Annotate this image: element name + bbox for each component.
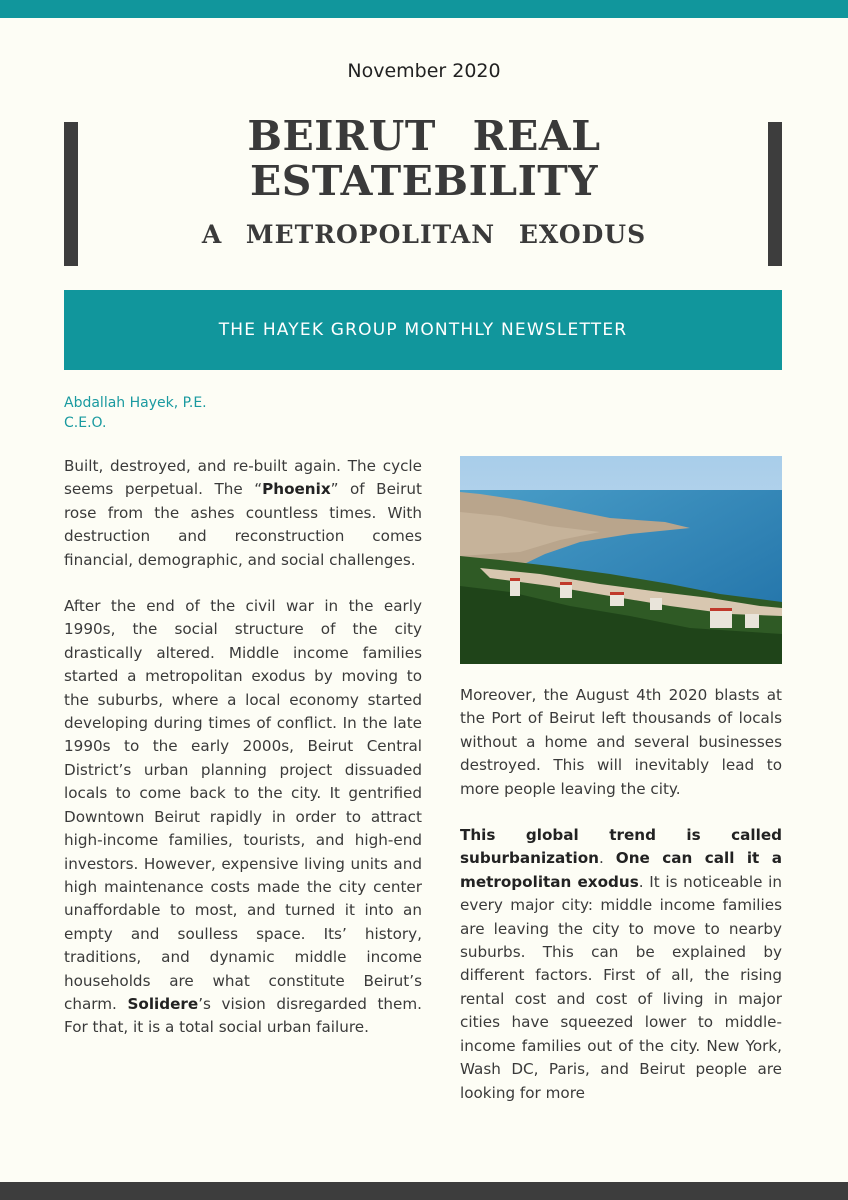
trend-separator: . — [598, 849, 616, 868]
newsletter-title: BEIRUT REAL ESTATEBILITY — [247, 112, 601, 205]
author-name: Abdallah Hayek, P.E. — [64, 395, 207, 411]
title-left-rule — [64, 122, 78, 266]
author-block — [64, 393, 207, 433]
article-right-column — [460, 684, 782, 1105]
suburbanization-text: . It is noticeable in every major city: middle income families are leaving the city to move to nearby suburbs. This can be explained by different factors. First of all, the rising rental cost and cost of living in major cities have squeezed lower to middle-income families out of the city. New York, Wash DC, Paris, and Beirut people are looking for more — [460, 872, 782, 1102]
paragraph-intro — [64, 455, 422, 572]
intro-text-a: Built, destroyed, and re-built again. The cycle seems perpetual. The “ — [64, 457, 422, 499]
banner-text: THE HAYEK GROUP MONTHLY NEWSLETTER — [218, 320, 628, 340]
newsletter-banner — [64, 290, 782, 370]
newsletter-subtitle: A METROPOLITAN EXODUS — [201, 220, 647, 249]
paragraph-suburbanization — [460, 824, 782, 1105]
beirut-coastline-photo — [460, 456, 782, 664]
solidere-term: Solidere — [127, 994, 199, 1013]
title-right-rule — [768, 122, 782, 266]
bottom-accent-bar — [0, 1182, 848, 1200]
top-accent-bar — [0, 0, 848, 18]
exodus-statement: One can call it a metropolitan exodus — [460, 849, 782, 891]
history-text-b: ’s vision disregarded them. For that, it is a total social urban failure. — [64, 994, 422, 1037]
trend-statement: This global trend is called suburbanization — [460, 826, 782, 868]
phoenix-term: Phoenix — [262, 480, 331, 499]
history-text-a: After the end of the civil war in the early 1990s, the social structure of the city drastically altered. Middle income families started a metropolitan exodus by moving to the suburbs, where a local economy started developing during times of conflict. In the late 1990s to the early 2000s, Beirut Central District’s urban planning project dissuaded locals to come back to the city. It gentrified Downtown Beirut rapidly in order to attract high-income families, tourists, and high-end investors. However, expensive living units and high maintenance costs made the city center unaffordable to most, and turned it into an empty and soulless space. Its’ history, traditions, and dynamic middle income households are what constitute Beirut’s charm. — [64, 597, 422, 1013]
paragraph-blast: Moreover, the August 4th 2020 blasts at the Port of Beirut left thousands of locals without a home and several businesses destroyed. This will inevitably lead to more people leaving the city. — [460, 686, 782, 798]
paragraph-history — [64, 595, 422, 1040]
intro-text-b: ” of Beirut rose from the ashes countless times. With destruction and reconstruction comes financial, demographic, and social challenges. — [64, 480, 422, 569]
author-role: C.E.O. — [64, 415, 107, 431]
issue-date: November 2020 — [347, 60, 501, 82]
article-left-column — [64, 455, 422, 1040]
